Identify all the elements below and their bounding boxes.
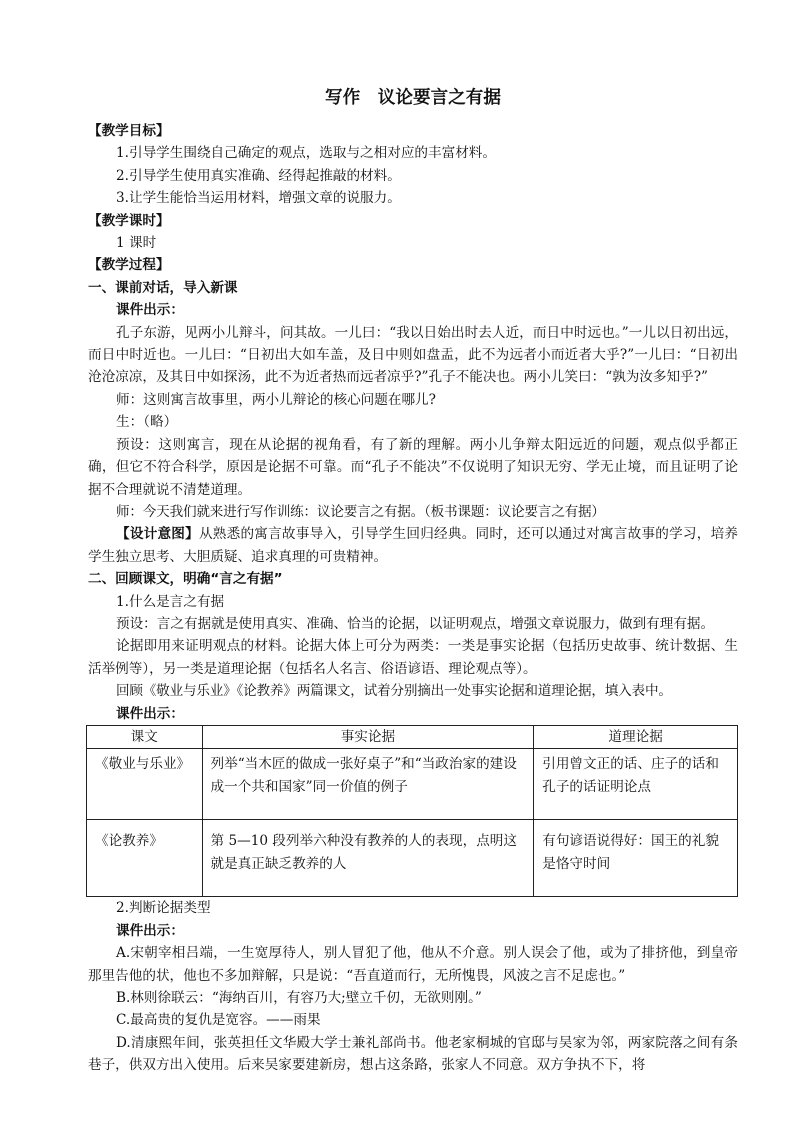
table-cell: 有句谚语说得好：国王的礼貌是恪守时间 (534, 820, 738, 897)
student-answer: 生：（略） (116, 414, 178, 431)
evidence-table (86, 725, 738, 897)
process-heading: 【教学过程】 (88, 257, 170, 274)
table-header: 课文 (87, 725, 203, 748)
preset-paragraph-2: 预设：言之有据就是使用真实、准确、恰当的论据，以证明观点，增强文章说服力，做到有理有据。 (116, 615, 715, 632)
table-cell: 《论教养》 (87, 820, 203, 897)
table-cell: 列举“当木匠的做成一张好桌子”和“当政治家的建设成一个共和国家”同一价值的例子 (202, 749, 534, 820)
table-row (87, 820, 738, 897)
story-paragraph: 孔子东游，见两小儿辩斗，问其故。一儿曰：“我以日始出时去人近，而日中时远也。”一儿以日初出远，而日中时近也。一儿曰：“日初出大如车盖，及日中则如盘盂，此不为远者小而近者大乎?”一儿曰：“日初出沧沧凉凉，及其日中如探汤，此不为近者热而远者凉乎?”孔子不能决也。两小儿笑曰：“孰为汝多知乎?” (88, 324, 738, 386)
review-instruction: 回顾《敬业与乐业》《论教养》两篇课文，试着分别摘出一处事实论据和道理论据，填入表中。 (116, 683, 672, 700)
kejian-label-3: 课件出示： (116, 922, 184, 939)
table-row (87, 749, 738, 820)
table-header: 道理论据 (534, 725, 738, 748)
hours-text: 1 课时 (116, 235, 157, 252)
question-1: 1.什么是言之有据 (116, 593, 225, 610)
goal-item: 3.让学生能恰当运用材料，增强文章的说服力。 (116, 190, 401, 207)
teacher-question: 师：这则寓言故事里，两小儿辩论的核心问题在哪儿? (116, 391, 436, 408)
evidence-types: 论据即用来证明观点的材料。论据大体上可分为两类：一类是事实论据（包括历史故事、统计数据、生活举例等），另一类是道理论据（包括名人名言、俗语谚语、理论观点等）。 (88, 638, 738, 677)
teacher-intro: 师：今天我们就来进行写作训练：议论要言之有据。（板书课题：议论要言之有据） (116, 503, 605, 520)
table-cell: 第 5—10 段列举六种没有教养的人的表现，点明这就是真正缺乏教养的人 (202, 820, 534, 897)
section1-heading: 一、课前对话，导入新课 (88, 279, 238, 296)
goal-item: 2.引导学生使用真实准确、经得起推敲的材料。 (116, 167, 401, 184)
section2-heading: 二、回顾课文，明确“言之有据” (88, 571, 283, 588)
table-header-row (87, 725, 738, 748)
item-d: D.清康熙年间，张英担任文华殿大学士兼礼部尚书。他老家桐城的官邸与吴家为邻，两家院落之间有条巷子，供双方出入使用。后来吴家要建新房，想占这条路，张家人不同意。双方争执不下，将 (88, 1034, 738, 1074)
item-a: A.宋朝宰相吕端，一生宽厚待人，别人冒犯了他，他从不介意。别人误会了他，或为了排挤他，到皇帝那里告他的状，他也不多加辩解，只是说：“吾直道而行，无所愧畏，风波之言不足虑也。” (88, 945, 738, 984)
table-cell: 《敬业与乐业》 (87, 749, 203, 820)
goal-item: 1.引导学生围绕自己确定的观点，选取与之相对应的丰富材料。 (116, 145, 496, 162)
item-c: C.最高贵的复仇是宽容。——雨果 (116, 1012, 321, 1029)
table-header: 事实论据 (202, 725, 534, 748)
hours-heading: 【教学课时】 (88, 212, 170, 229)
kejian-label-2: 课件出示： (116, 705, 184, 722)
item-b: B.林则徐联云：“海纳百川，有容乃大;壁立千仞，无欲则刚。” (116, 990, 482, 1006)
preset-paragraph: 预设：这则寓言，现在从论据的视角看，有了新的理解。两小儿争辩太阳远近的问题，观点似乎都正确，但它不符合科学，原因是论据不可靠。而“孔子不能决”不仅说明了知识无穷、学无止境，而且证明了论据不合理就说不清楚道理。 (88, 436, 738, 498)
kejian-label: 课件出示： (116, 302, 184, 319)
table-cell: 引用曾文正的话、庄子的话和孔子的话证明论点 (534, 749, 738, 820)
design-intent (88, 523, 738, 568)
design-label: 【设计意图】 (116, 526, 199, 543)
goals-heading: 【教学目标】 (88, 123, 170, 139)
page-title: 写作 议论要言之有据 (325, 88, 501, 108)
design-text: 从熟悉的寓言故事导入，引导学生回归经典。同时，还可以通过对寓言故事的学习，培养学生独立思考、大胆质疑、追求真理的可贵精神。 (88, 526, 739, 565)
question-2: 2.判断论据类型 (116, 900, 211, 917)
document-page (88, 84, 738, 1077)
